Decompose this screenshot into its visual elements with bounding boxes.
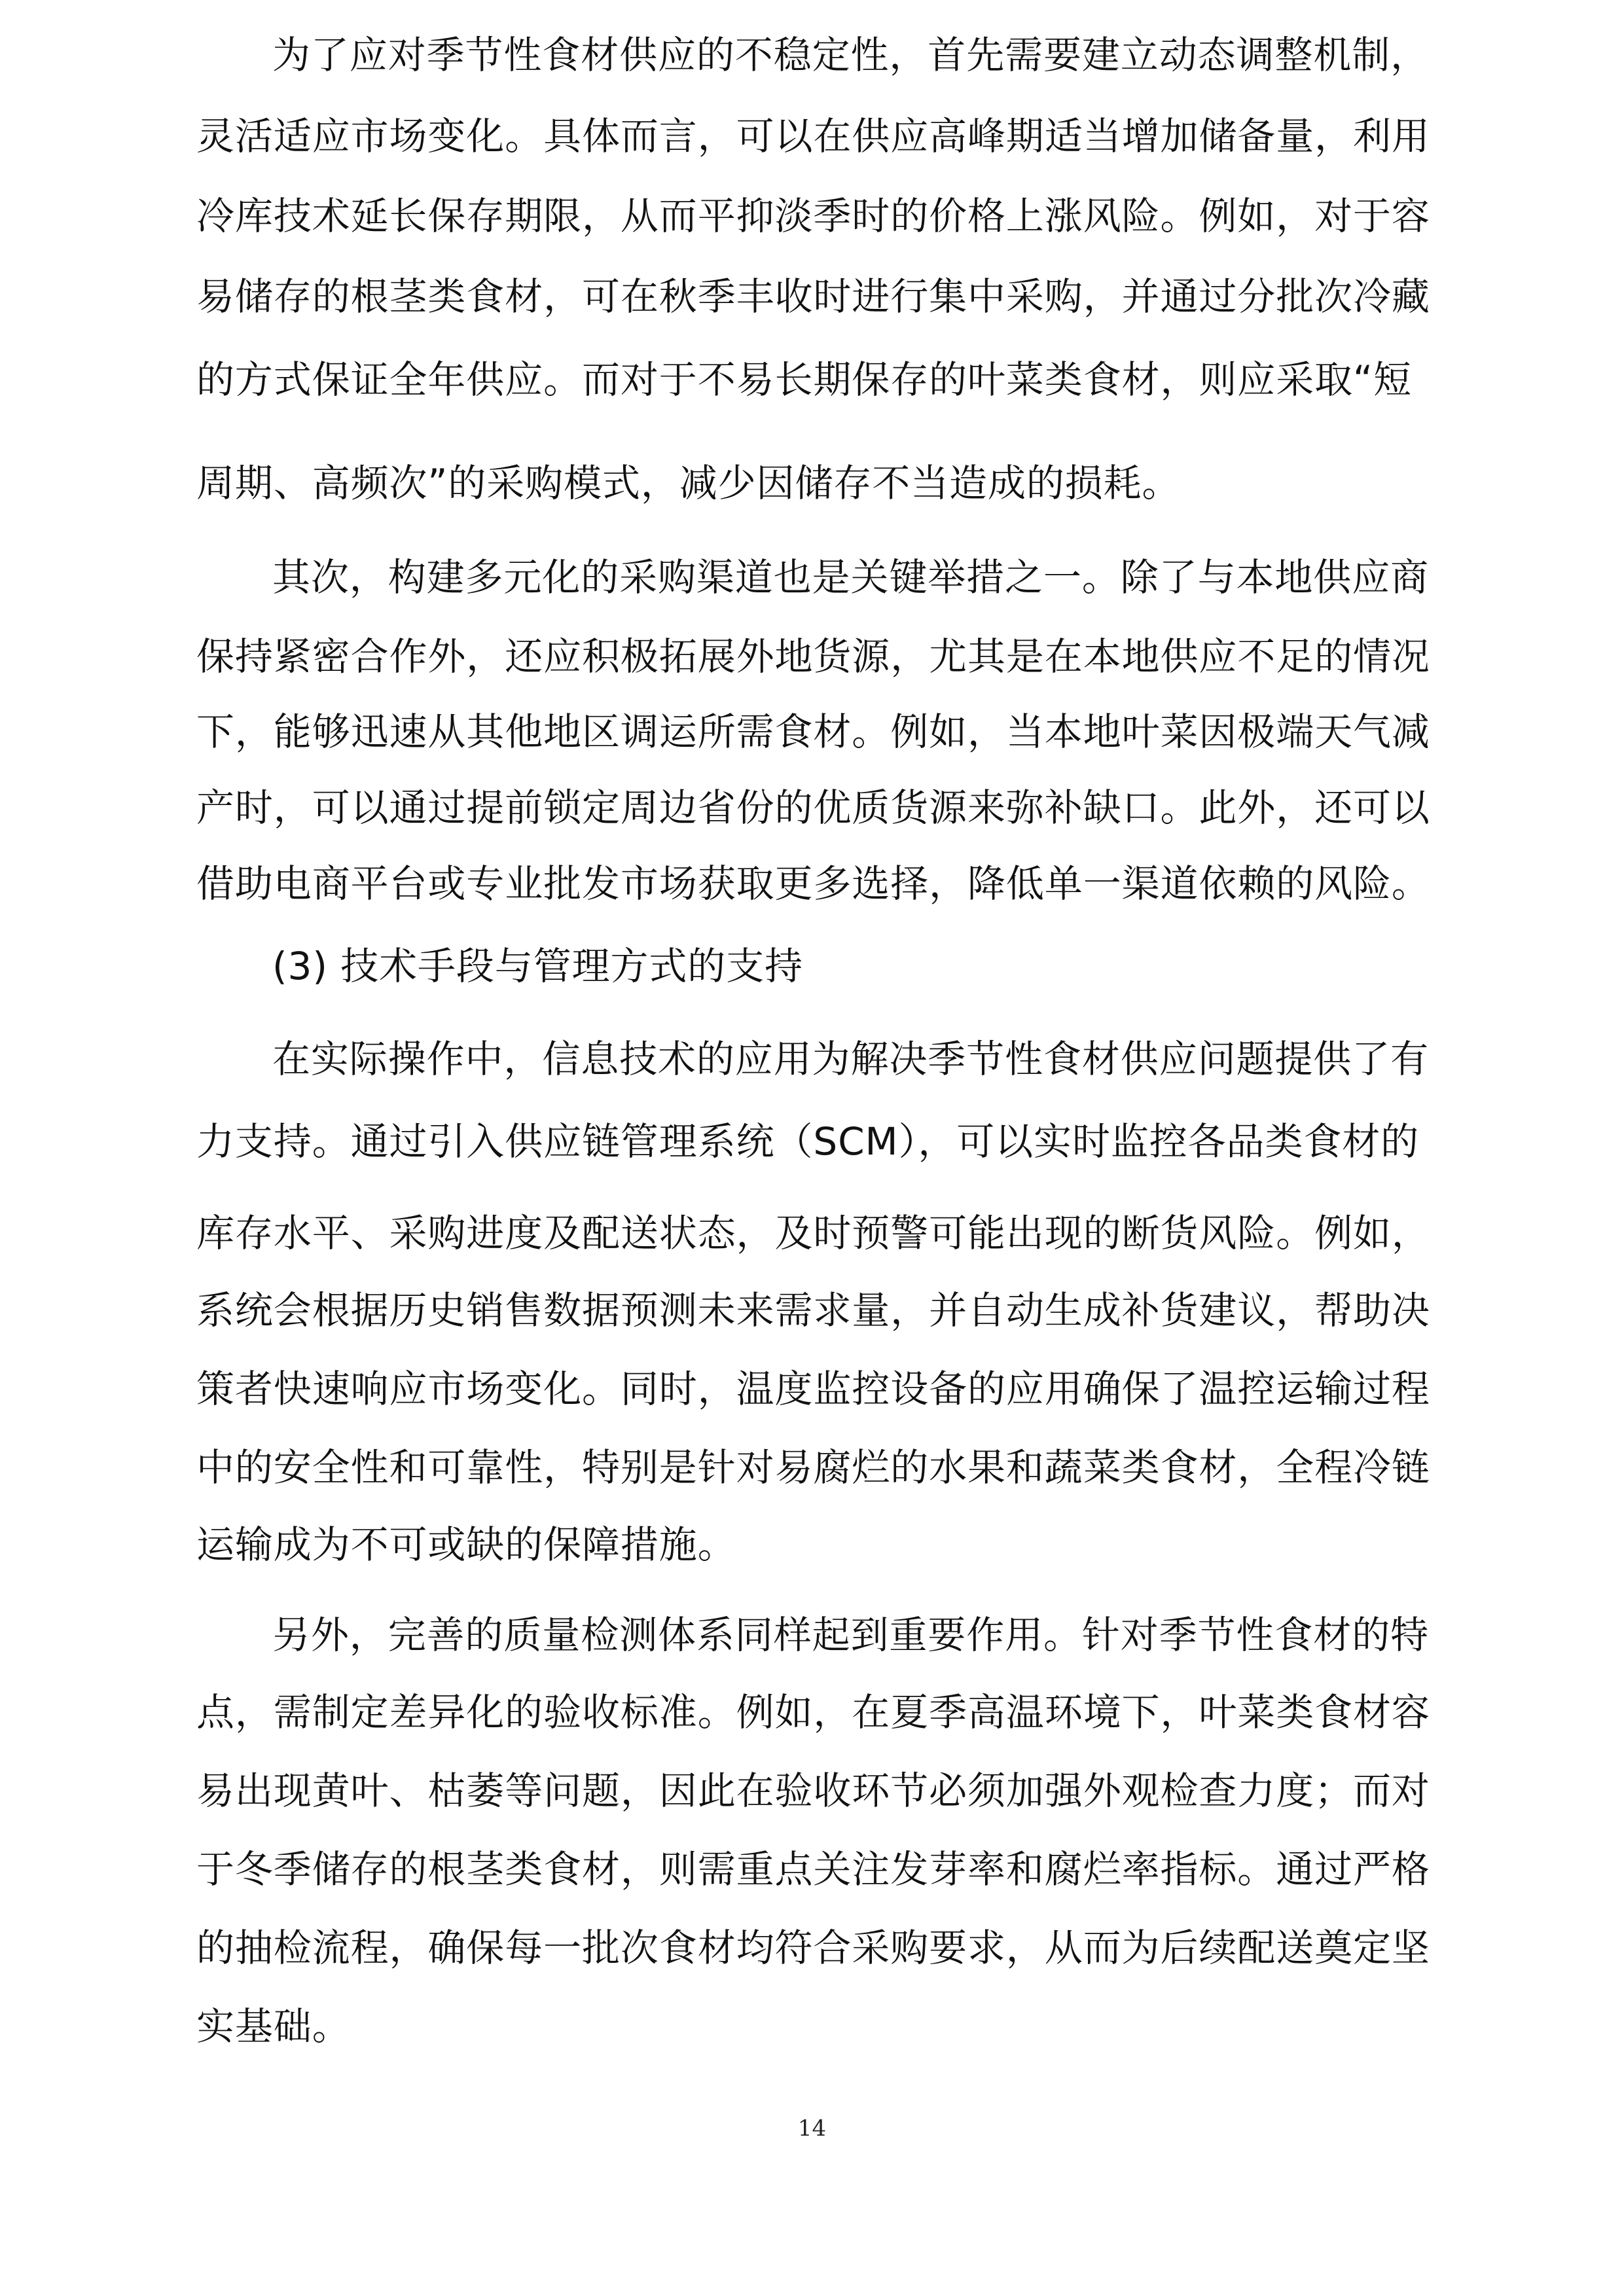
text-line: 库存水平、采购进度及配送状态，及时预警可能出现的断货风险。例如， (196, 1211, 1430, 1255)
text-line: 易出现黄叶、枯萎等问题，因此在验收环节必须加强外观检查力度；而对 (196, 1768, 1430, 1813)
text-line: 产时，可以通过提前锁定周边省份的优质货源来弥补缺口。此外，还可以 (196, 785, 1430, 830)
text-line: 下，能够迅速从其他地区调运所需食材。例如，当本地叶菜因极端天气减 (196, 709, 1430, 754)
text-line: 周期、高频次”的采购模式，减少因储存不当造成的损耗。 (196, 461, 1181, 505)
text-line: 力支持。通过引入供应链管理系统（SCM），可以实时监控各品类食材的 (196, 1119, 1420, 1164)
text-line: 于冬季储存的根茎类食材，则需重点关注发芽率和腐烂率指标。通过严格 (196, 1847, 1430, 1892)
text-line: 易储存的根茎类食材，可在秋季丰收时进行集中采购，并通过分批次冷藏 (196, 274, 1430, 319)
text-line: 保持紧密合作外，还应积极拓展外地货源，尤其是在本地供应不足的情况 (196, 634, 1430, 679)
text-line: 灵活适应市场变化。具体而言，可以在供应高峰期适当增加储备量，利用 (196, 114, 1430, 158)
text-line: 在实际操作中，信息技术的应用为解决季节性食材供应问题提供了有 (272, 1037, 1430, 1081)
page-number: 14 (797, 2115, 827, 2142)
text-line: 实基础。 (196, 2004, 351, 2049)
text-line: 系统会根据历史销售数据预测未来需求量，并自动生成补货建议，帮助决 (196, 1288, 1430, 1333)
text-line: 另外，完善的质量检测体系同样起到重要作用。针对季节性食材的特 (272, 1613, 1430, 1657)
text-line: 其次，构建多元化的采购渠道也是关键举措之一。除了与本地供应商 (272, 555, 1430, 600)
text-line: 的抽检流程，确保每一批次食材均符合采购要求，从而为后续配送奠定坚 (196, 1926, 1430, 1970)
text-line: 点，需制定差异化的验收标准。例如，在夏季高温环境下，叶菜类食材容 (196, 1690, 1430, 1734)
section-heading: (3) 技术手段与管理方式的支持 (272, 944, 803, 988)
text-line: 策者快速响应市场变化。同时，温度监控设备的应用确保了温控运输过程 (196, 1367, 1430, 1411)
text-line: 借助电商平台或专业批发市场获取更多选择，降低单一渠道依赖的风险。 (196, 861, 1430, 906)
text-line: 运输成为不可或缺的保障措施。 (196, 1522, 736, 1567)
text-line: 中的安全性和可靠性，特别是针对易腐烂的水果和蔬菜类食材，全程冷链 (196, 1445, 1430, 1490)
text-line: 为了应对季节性食材供应的不稳定性，首先需要建立动态调整机制， (272, 33, 1430, 77)
text-line: 的方式保证全年供应。而对于不易长期保存的叶菜类食材，则应采取“短 (196, 357, 1412, 402)
text-line: 冷库技术延长保存期限，从而平抑淡季时的价格上涨风险。例如，对于容 (196, 194, 1430, 238)
